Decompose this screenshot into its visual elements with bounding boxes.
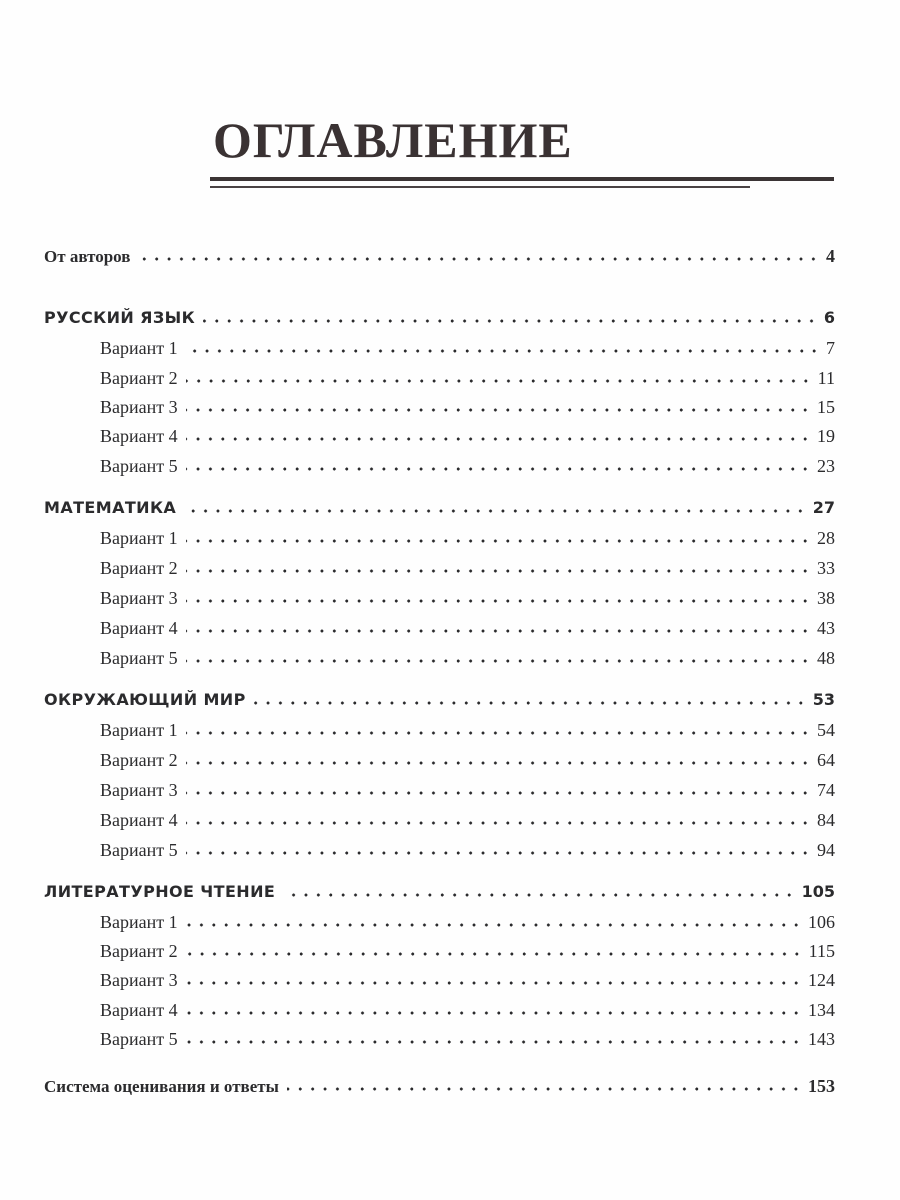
dot-leader [186, 628, 811, 634]
toc-variant-page: 143 [808, 1029, 835, 1049]
toc-variant-item[interactable] [100, 908, 835, 936]
toc-variant-page: 54 [817, 720, 835, 740]
toc-section-russian[interactable] [44, 304, 835, 332]
toc-entry-answers[interactable] [44, 1072, 835, 1100]
toc-variant-item[interactable] [100, 422, 835, 450]
dot-leader [138, 256, 820, 262]
toc-variant-label: Вариант 2 [100, 368, 178, 388]
toc-variant-item[interactable] [100, 334, 835, 362]
toc-section-label: МАТЕМАТИКА [44, 498, 177, 517]
toc-variant-page: 134 [808, 1000, 835, 1020]
toc-entry-label: От авторов [44, 247, 131, 266]
toc-variant-page: 7 [826, 338, 835, 358]
toc-variant-page: 74 [817, 780, 835, 800]
toc-section-page: 6 [823, 308, 835, 327]
toc-variant-label: Вариант 5 [100, 648, 178, 668]
toc-variant-page: 33 [817, 558, 835, 578]
toc-section-page: 53 [812, 690, 835, 709]
toc-variant-item[interactable] [100, 776, 835, 804]
toc-variant-label: Вариант 1 [100, 528, 178, 548]
toc-variant-page: 15 [817, 397, 835, 417]
toc-entry-page: 4 [826, 246, 835, 266]
toc-variant-page: 38 [817, 588, 835, 608]
toc-variant-label: Вариант 1 [100, 720, 178, 740]
toc-variant-page: 11 [817, 368, 835, 388]
dot-leader [186, 538, 811, 544]
dot-leader [203, 318, 818, 324]
page-title: ОГЛАВЛЕНИЕ [213, 112, 573, 168]
toc-variant-item[interactable] [100, 524, 835, 552]
toc-section-math[interactable] [44, 494, 835, 522]
dot-leader [186, 466, 811, 472]
dot-leader [287, 1086, 802, 1092]
toc-variant-item[interactable] [100, 746, 835, 774]
toc-variant-item[interactable] [100, 836, 835, 864]
dot-leader [186, 922, 802, 928]
toc-variant-page: 94 [817, 840, 835, 860]
toc-variant-page: 115 [808, 941, 835, 961]
toc-variant-label: Вариант 5 [100, 456, 178, 476]
toc-variant-page: 124 [808, 970, 835, 990]
toc-variant-label: Вариант 5 [100, 840, 178, 860]
toc-variant-item[interactable] [100, 937, 835, 965]
dot-leader [186, 378, 812, 384]
toc-variant-page: 106 [808, 912, 835, 932]
toc-entry-page: 153 [808, 1076, 835, 1096]
toc-variant-item[interactable] [100, 716, 835, 744]
toc-section-page: 105 [801, 882, 835, 901]
toc-variant-label: Вариант 3 [100, 397, 178, 417]
toc-variant-item[interactable] [100, 644, 835, 672]
toc-variant-label: Вариант 4 [100, 1000, 178, 1020]
toc-variant-label: Вариант 1 [100, 912, 178, 932]
toc-variant-item[interactable] [100, 554, 835, 582]
toc-variant-page: 43 [817, 618, 835, 638]
dot-leader [186, 348, 820, 354]
toc-entry-intro[interactable] [44, 242, 835, 270]
toc-section-label: РУССКИЙ ЯЗЫК [44, 308, 196, 327]
dot-leader [186, 568, 811, 574]
dot-leader [186, 951, 803, 957]
toc-variant-page: 28 [817, 528, 835, 548]
toc-variant-page: 19 [817, 426, 835, 446]
dot-leader [186, 1039, 802, 1045]
toc-variant-label: Вариант 2 [100, 750, 178, 770]
toc-variant-item[interactable] [100, 584, 835, 612]
toc-variant-item[interactable] [100, 806, 835, 834]
toc-variant-page: 48 [817, 648, 835, 668]
table-of-contents [44, 0, 835, 1200]
toc-variant-label: Вариант 3 [100, 780, 178, 800]
toc-variant-label: Вариант 2 [100, 558, 178, 578]
dot-leader [186, 760, 811, 766]
toc-section-reading[interactable] [44, 878, 835, 906]
toc-entry-label: Система оценивания и ответы [44, 1077, 279, 1096]
toc-variant-label: Вариант 3 [100, 588, 178, 608]
toc-section-page: 27 [812, 498, 835, 517]
dot-leader [283, 892, 795, 898]
toc-variant-label: Вариант 5 [100, 1029, 178, 1049]
toc-variant-item[interactable] [100, 393, 835, 421]
dot-leader [186, 407, 811, 413]
dot-leader [186, 658, 811, 664]
dot-leader [186, 730, 811, 736]
dot-leader [184, 508, 807, 514]
dot-leader [186, 1010, 802, 1016]
toc-variant-page: 23 [817, 456, 835, 476]
dot-leader [186, 820, 811, 826]
toc-section-label: ЛИТЕРАТУРНОЕ ЧТЕНИЕ [44, 882, 276, 901]
toc-variant-item[interactable] [100, 452, 835, 480]
dot-leader [186, 436, 811, 442]
dot-leader [186, 850, 811, 856]
toc-variant-label: Вариант 4 [100, 810, 178, 830]
toc-variant-item[interactable] [100, 614, 835, 642]
toc-section-world[interactable] [44, 686, 835, 714]
toc-variant-page: 64 [817, 750, 835, 770]
dot-leader [254, 700, 807, 706]
dot-leader [186, 790, 811, 796]
toc-variant-item[interactable] [100, 1025, 835, 1053]
toc-variant-label: Вариант 1 [100, 338, 178, 358]
toc-variant-item[interactable] [100, 996, 835, 1024]
toc-variant-item[interactable] [100, 966, 835, 994]
toc-variant-label: Вариант 2 [100, 941, 178, 961]
toc-variant-item[interactable] [100, 364, 835, 392]
toc-section-label: ОКРУЖАЮЩИЙ МИР [44, 690, 246, 709]
toc-variant-label: Вариант 4 [100, 618, 178, 638]
dot-leader [186, 980, 802, 986]
dot-leader [186, 598, 811, 604]
toc-variant-label: Вариант 4 [100, 426, 178, 446]
toc-variant-label: Вариант 3 [100, 970, 178, 990]
toc-variant-page: 84 [817, 810, 835, 830]
